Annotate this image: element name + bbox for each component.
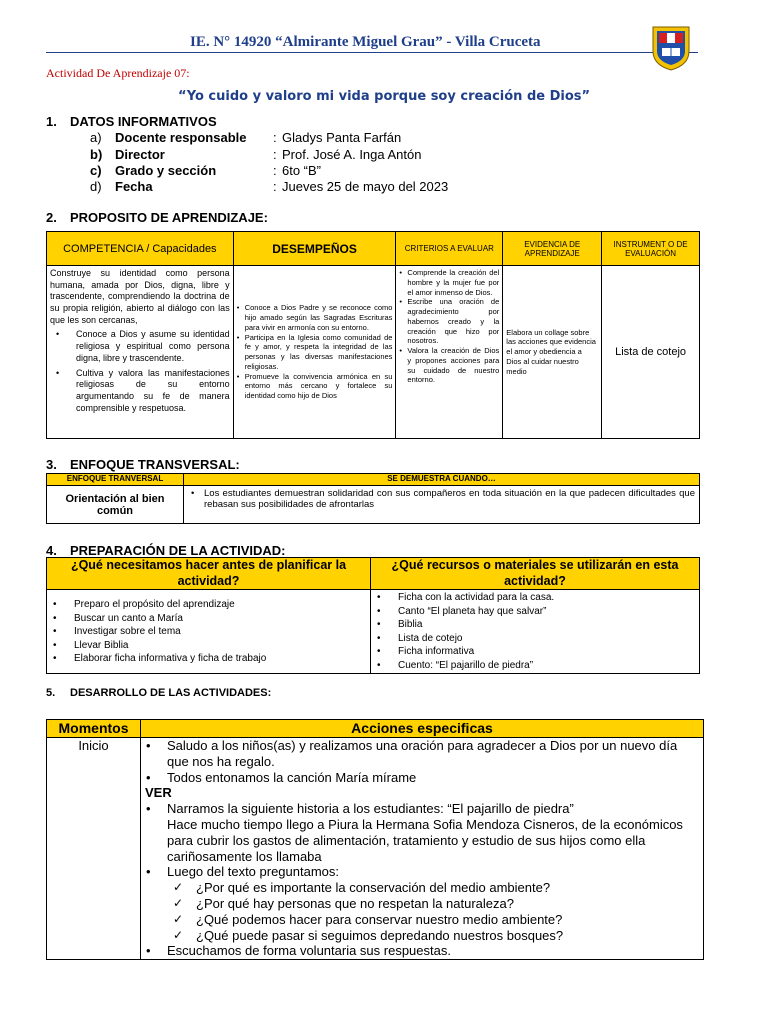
header-enfoque: ENFOQUE TRANVERSAL xyxy=(47,474,184,486)
list-item: • Ficha con la actividad para la casa. xyxy=(375,591,695,605)
list-item: • Saludo a los niños(as) y realizamos una oración para agradecer a Dios por un nuevo día que nos ha regalo. xyxy=(145,738,699,770)
list-item: • Buscar un canto a María xyxy=(51,612,366,626)
section-heading-desarrollo: 5. DESARROLLO DE LAS ACTIVIDADES: xyxy=(46,687,272,699)
header-divider xyxy=(46,52,698,53)
list-item: • Preparo el propósito del aprendizaje xyxy=(51,598,366,612)
desarrollo-table xyxy=(46,719,704,960)
list-item: • Escuchamos de forma voluntaria sus respuestas. xyxy=(145,943,699,959)
question-item: ✓ ¿Por qué es importante la conservación del medio ambiente? xyxy=(145,880,699,896)
competencia-cell: Construye su identidad como persona humana, amada por Dios, digna, libre y trascendente, comprendiendo la doctrina de su propia religión, abierto al diálogo con las que les son cercanas, • Conoce a Dios y asume su identidad religiosa y espiritual como persona digna, libre y trascendente. • Cultiva y valora las manifestaciones religiosas de su entorno argumentando su fe de manera comprensible y respetuosa. xyxy=(47,266,234,439)
list-item: • Conoce a Dios y asume su identidad religiosa y espiritual como persona digna, libre y trascendente. xyxy=(50,329,230,364)
enfoque-table xyxy=(46,473,700,524)
school-title: IE. N° 14920 “Almirante Miguel Grau” - Villa Cruceta xyxy=(190,34,541,50)
section-heading-preparacion: 4. PREPARACIÓN DE LA ACTIVIDAD: xyxy=(46,543,286,558)
list-item: • Investigar sobre el tema xyxy=(51,625,366,639)
list-item: • Ficha informativa xyxy=(375,645,695,659)
momento-inicio: Inicio xyxy=(47,738,141,960)
evidencia-cell: Elabora un collage sobre las acciones que evidencia el amor y obediencia a Dios al cuidar nuestro medio xyxy=(503,266,602,439)
proposito-table xyxy=(46,231,700,439)
header-que-hacer: ¿Qué necesitamos hacer antes de planificar la actividad? xyxy=(47,558,371,590)
preparacion-table xyxy=(46,557,700,674)
list-item: • Valora la creación de Dios y propones acciones para su cuidado de nuestro entorno. xyxy=(399,346,499,385)
list-item: • Participa en la Iglesia como comunidad de fe y amor, y respeta la integridad de las personas y las diversas manifestaciones religiosas. xyxy=(237,333,393,372)
school-crest-icon xyxy=(651,23,691,71)
acciones-cell xyxy=(141,738,704,960)
header-recursos: ¿Qué recursos o materiales se utilizarán en esta actividad? xyxy=(371,558,700,590)
header-instrumento: INSTRUMENT O DE EVALUACIÓN xyxy=(602,232,700,266)
list-item: • Biblia xyxy=(375,618,695,632)
header-competencia: COMPETENCIA / Capacidades xyxy=(47,232,234,266)
header-acciones: Acciones especificas xyxy=(141,720,704,738)
header-desempenos: DESEMPEÑOS xyxy=(233,232,396,266)
list-item: • Canto “El planeta hay que salvar” xyxy=(375,605,695,619)
story-text: Hace mucho tiempo llego a Piura la Hermana Sofia Mendoza Cisneros, de la económicos para cubrir los gastos de alimentación, tratamiento y estudio de sus hijos como ella cariñosamente los llamaba xyxy=(167,816,683,864)
list-item: • Narramos la siguiente historia a los estudiantes: “El pajarillo de piedra” xyxy=(145,801,699,817)
question-item: ✓ ¿Por qué hay personas que no respetan la naturaleza? xyxy=(145,896,699,912)
question-item: ✓ ¿Qué puede pasar si seguimos depredando nuestros bosques? xyxy=(145,928,699,944)
enfoque-name: Orientación al bien común xyxy=(47,486,184,524)
list-item: • Cuento: “El pajarillo de piedra” xyxy=(375,659,695,673)
activity-label: Actividad De Aprendizaje 07: xyxy=(46,66,190,80)
list-item: • Comprende la creación del hombre y la mujer fue por el amor inmenso de Dios. xyxy=(399,268,499,297)
desempenos-cell xyxy=(233,266,396,439)
header-momentos: Momentos xyxy=(47,720,141,738)
list-item: • Lista de cotejo xyxy=(375,632,695,646)
section-heading-datos: 1. DATOS INFORMATIVOS xyxy=(46,114,217,129)
list-item: • Todos entonamos la canción María mírame xyxy=(145,770,699,786)
list-item: • Cultiva y valora las manifestaciones religiosas de su entorno argumentando su fe de manera comprensible y respetuosa. xyxy=(50,368,230,415)
list-item: • Llevar Biblia xyxy=(51,639,366,653)
ver-heading: VER xyxy=(145,785,172,801)
instrumento-cell: Lista de cotejo xyxy=(602,266,700,439)
preparacion-left-cell xyxy=(47,590,371,674)
question-item: ✓ ¿Qué podemos hacer para conservar nuestro medio ambiente? xyxy=(145,912,699,928)
activity-title: “Yo cuido y valoro mi vida porque soy creación de Dios” xyxy=(177,89,591,104)
list-item: • Conoce a Dios Padre y se reconoce como hijo amado según las Sagradas Escrituras para vivir en armonía con su entorno. xyxy=(237,303,393,332)
list-item: • Luego del texto preguntamos: xyxy=(145,864,699,880)
enfoque-text: • Los estudiantes demuestran solidaridad con sus compañeros en toda situación en la que padecen dificultades que rebasan sus posibilidades de afrontarlas xyxy=(184,486,700,524)
list-item: • Promueve la convivencia armónica en su entorno más cercano y fortalece su identidad como hijo de Dios xyxy=(237,372,393,401)
preparacion-right-cell xyxy=(371,590,700,674)
criterios-cell xyxy=(396,266,503,439)
header-se-demuestra: SE DEMUESTRA CUANDO… xyxy=(184,474,700,486)
section-heading-enfoque: 3. ENFOQUE TRANSVERSAL: xyxy=(46,457,240,472)
list-item: • Escribe una oración de agradecimiento por habernos creado y la creación que hizo por nosotros. xyxy=(399,297,499,346)
header-evidencia: EVIDENCIA DE APRENDIZAJE xyxy=(503,232,602,266)
list-item: • Elaborar ficha informativa y ficha de trabajo xyxy=(51,652,366,666)
section-heading-proposito: 2. PROPOSITO DE APRENDIZAJE: xyxy=(46,210,268,225)
header-criterios: CRITERIOS A EVALUAR xyxy=(396,232,503,266)
